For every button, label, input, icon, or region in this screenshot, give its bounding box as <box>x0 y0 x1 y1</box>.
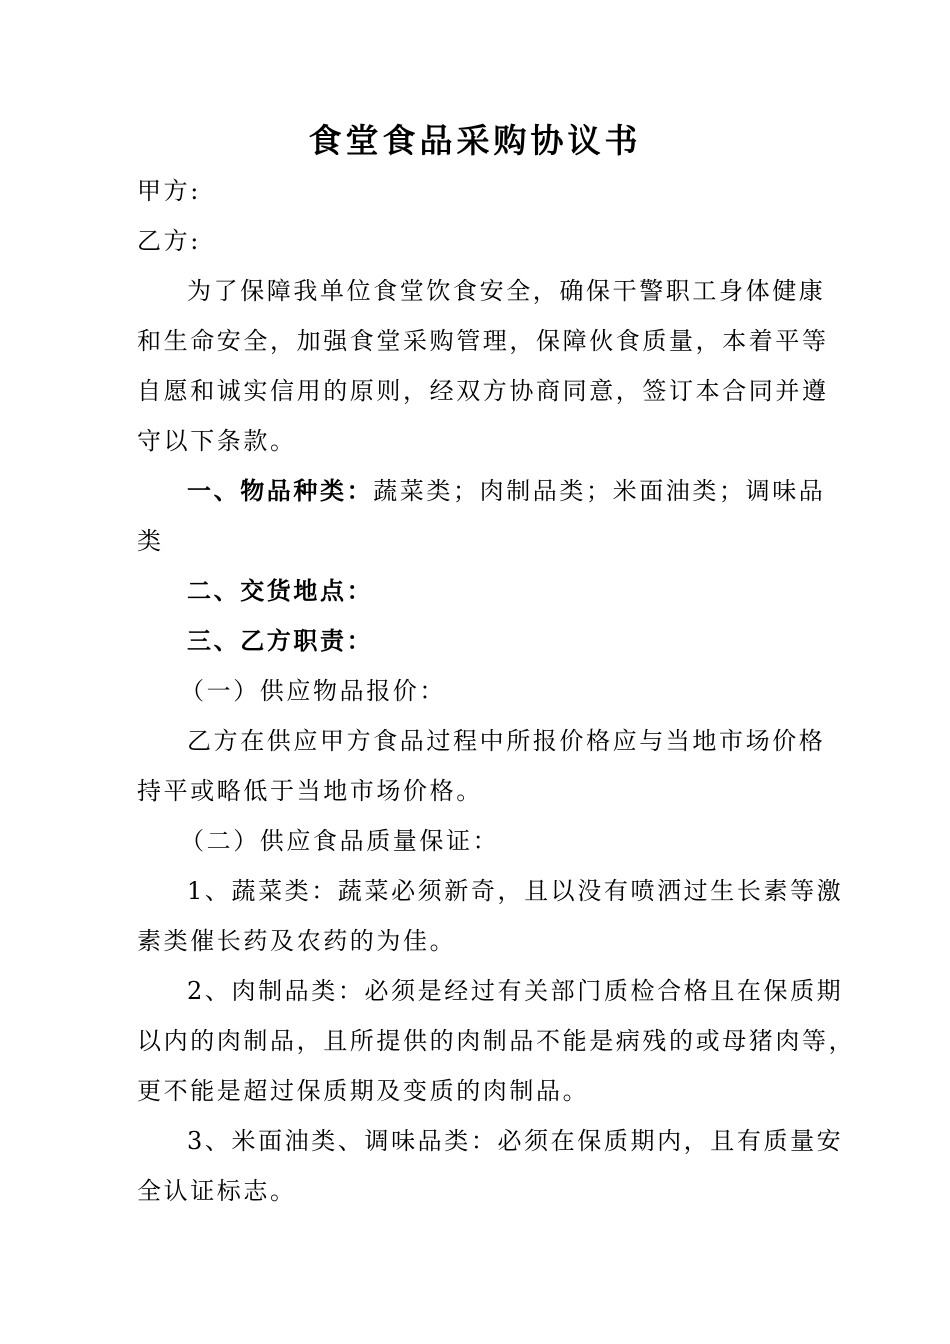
intro-line-2: 和生命安全，加强食堂采购管理，保障伙食质量，本着平等 <box>137 327 829 355</box>
document-title: 食堂食品采购协议书 <box>308 121 642 160</box>
section-1-text: 蔬菜类；肉制品类；米面油类；调味品 <box>373 477 826 505</box>
section-1-line <box>187 474 825 508</box>
item-2-line-1: 2、肉制品类：必须是经过有关部门质检合格且在保质期 <box>187 977 844 1005</box>
party-a-label: 甲方: <box>137 177 201 205</box>
subsection-1-line-2: 持平或略低于当地市场价格。 <box>137 777 483 805</box>
item-1-line-1: 1、蔬菜类：蔬菜必须新奇，且以没有喷洒过生长素等激 <box>187 877 844 905</box>
subsection-2-heading: （二）供应食品质量保证： <box>180 827 500 855</box>
intro-line-3: 自愿和诚实信用的原则，经双方协商同意，签订本合同并遵 <box>137 377 829 405</box>
item-3-line-2: 全认证标志。 <box>137 1177 297 1205</box>
item-2-line-2: 以内的肉制品，且所提供的肉制品不能是病残的或母猪肉等， <box>137 1027 856 1055</box>
item-2-line-3: 更不能是超过保质期及变质的肉制品。 <box>137 1077 590 1105</box>
subsection-1-line-1: 乙方在供应甲方食品过程中所报价格应与当地市场价格 <box>187 727 826 755</box>
party-b-label: 乙方: <box>137 227 201 255</box>
section-1-text-cont: 类 <box>137 527 164 555</box>
section-3-heading: 三、乙方职责： <box>187 626 374 655</box>
item-3-line-1: 3、米面油类、调味品类：必须在保质期内，且有质量安 <box>187 1127 844 1155</box>
intro-line-1: 为了保障我单位食堂饮食安全，确保干警职工身体健康 <box>187 277 826 305</box>
subsection-1-heading: （一）供应物品报价： <box>180 677 446 705</box>
section-2-heading: 二、交货地点： <box>187 576 374 605</box>
item-1-line-2: 素类催长药及农药的为佳。 <box>137 927 457 955</box>
section-1-heading: 一、物品种类： <box>187 476 374 505</box>
intro-line-4: 守以下条款。 <box>137 427 297 455</box>
